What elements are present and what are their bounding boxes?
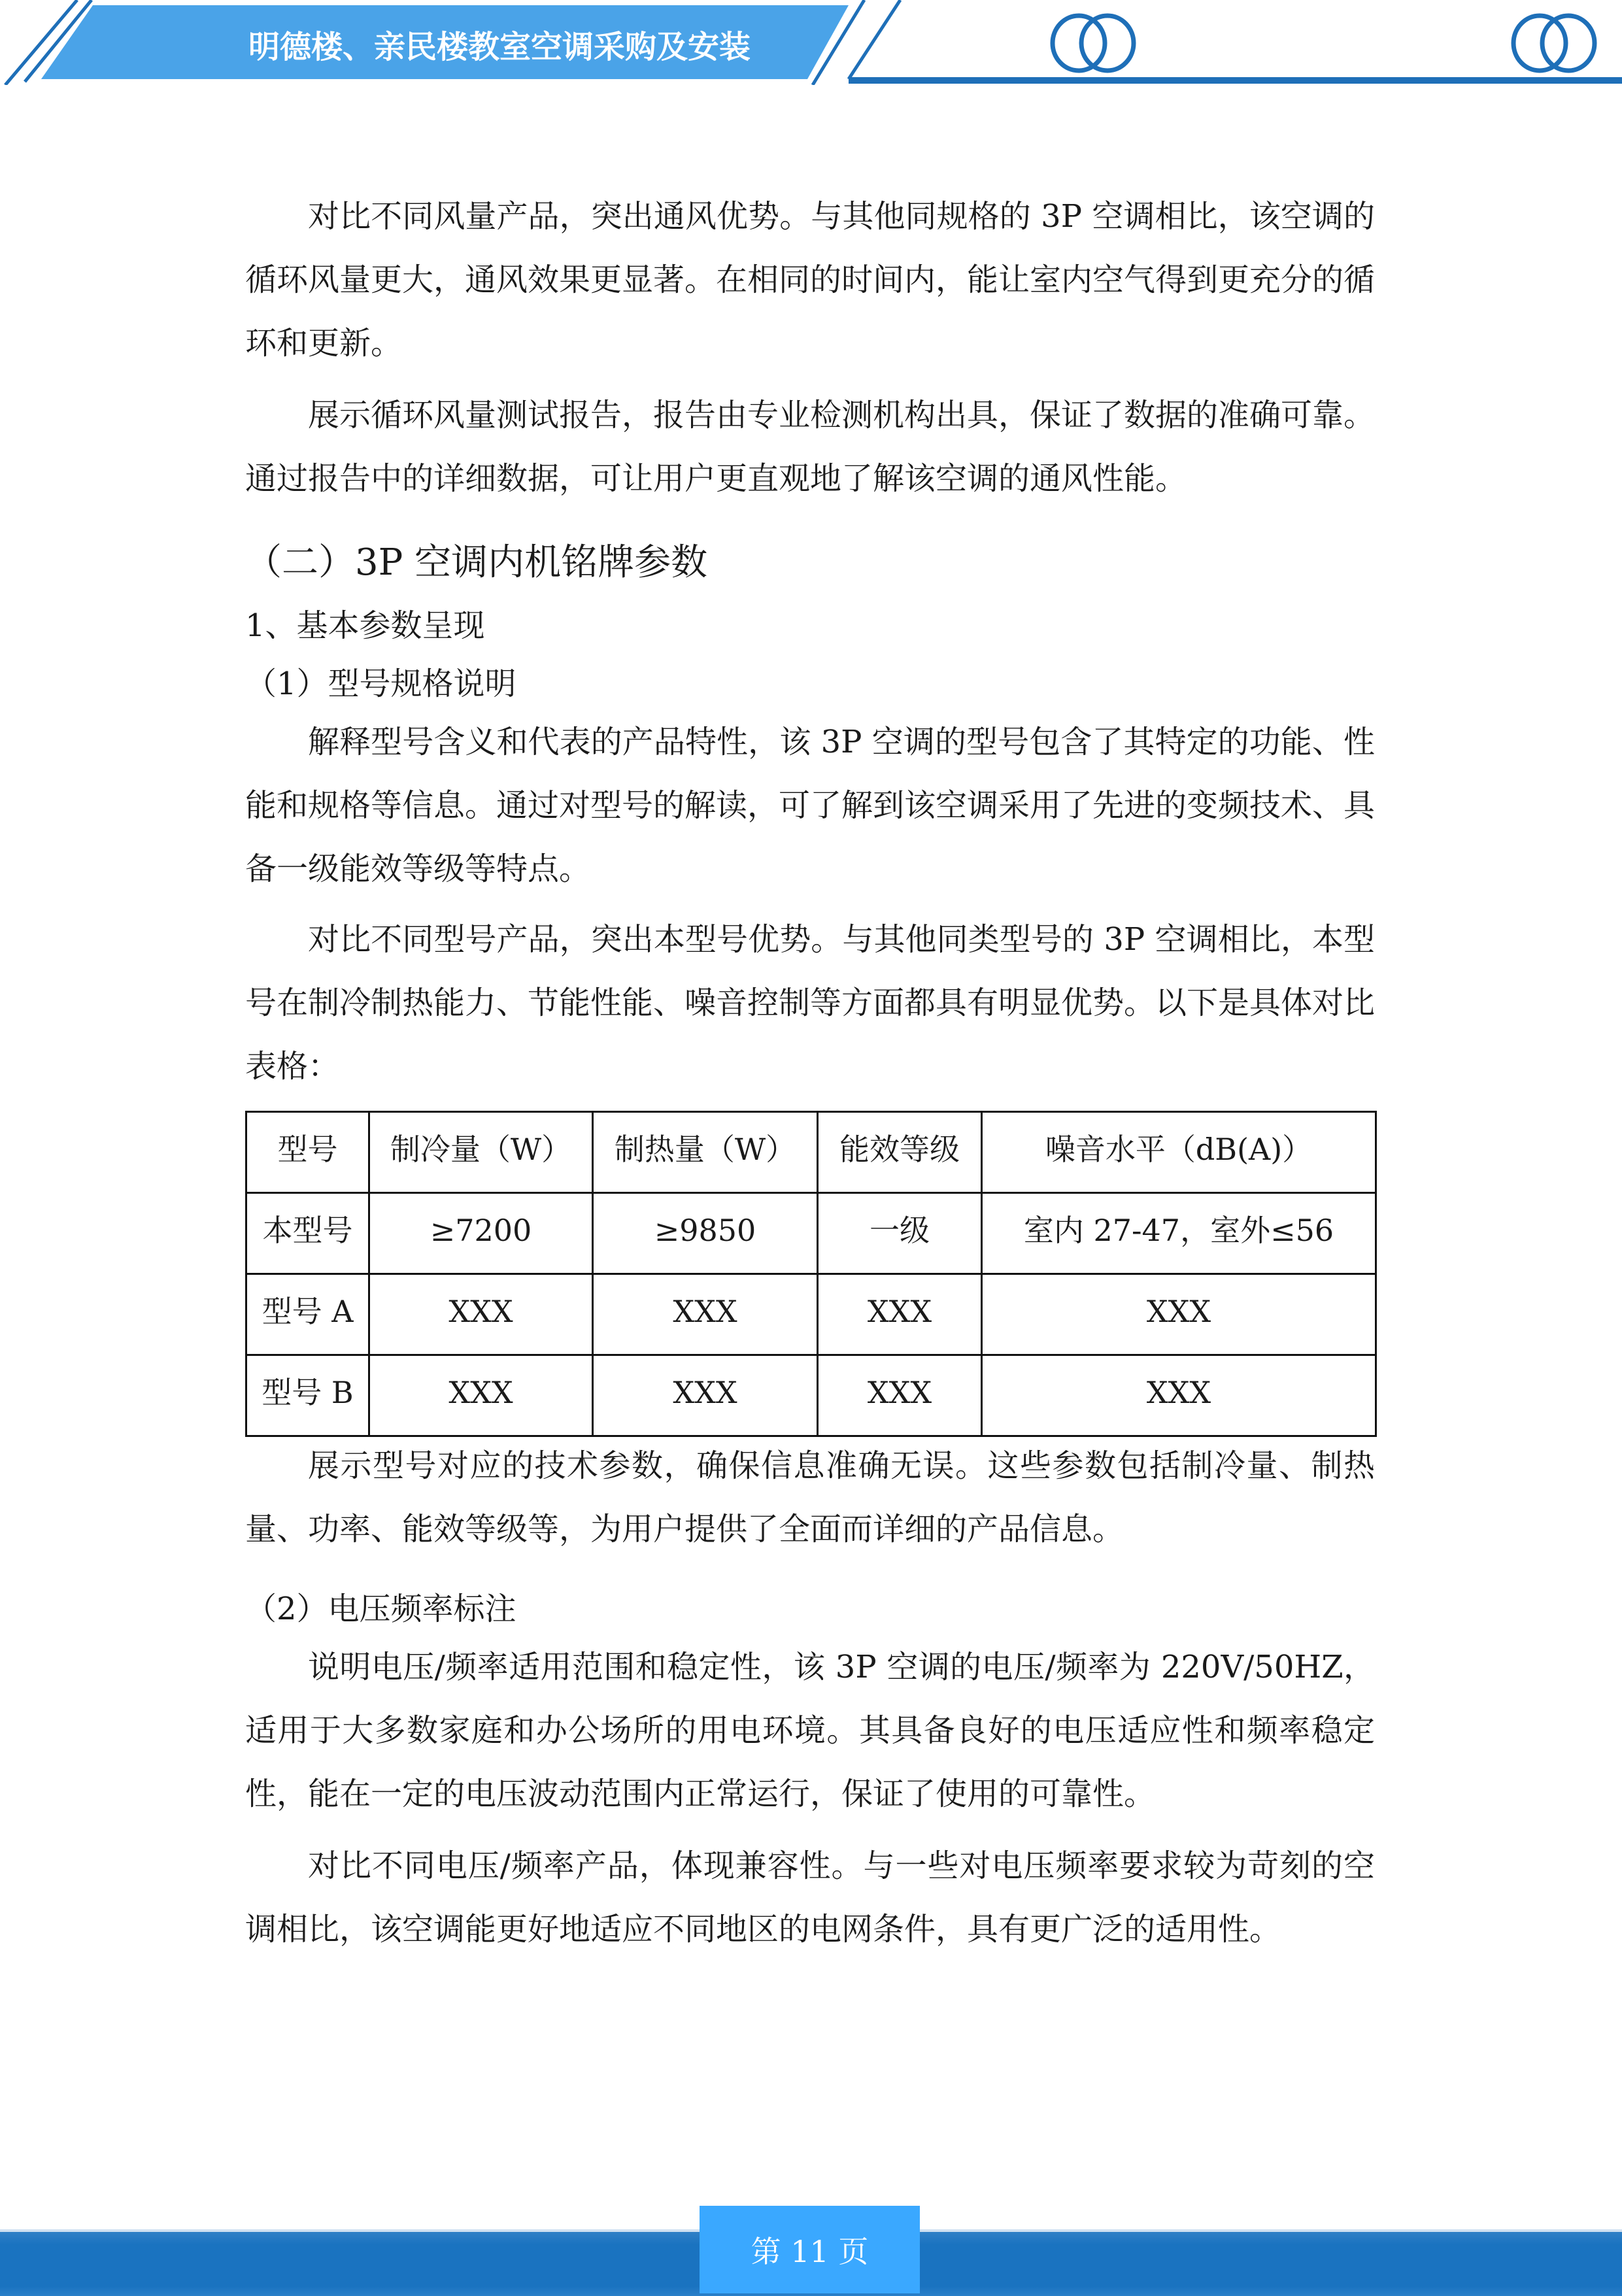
paragraph: 对比不同电压/频率产品，体现兼容性。与一些对电压频率要求较为苛刻的空调相比，该空调能更好地适应不同地区的电网条件，具有更广泛的适用性。 bbox=[245, 1848, 1375, 1948]
table-row bbox=[246, 1355, 1376, 1436]
page-header bbox=[0, 0, 1622, 85]
comparison-table bbox=[245, 1111, 1377, 1437]
cell: XXX bbox=[593, 1355, 818, 1436]
table-row bbox=[246, 1193, 1376, 1274]
paragraph: 对比不同型号产品，突出本型号优势。与其他同类型号的 3P 空调相比，本型号在制冷制热能力、节能性能、噪音控制等方面都具有明显优势。以下是具体对比表格： bbox=[245, 921, 1376, 1085]
paragraph: 说明电压/频率适用范围和稳定性，该 3P 空调的电压/频率为 220V/50HZ，适用于大多数家庭和办公场所的用电环境。其具备良好的电压适应性和频率稳定性，能在一定的电压波动范围内正常运行，保证了使用的可靠性。 bbox=[245, 1649, 1375, 1812]
section-heading: （二）3P 空调内机铭牌参数 bbox=[245, 541, 708, 584]
subheading: （2）电压频率标注 bbox=[245, 1591, 516, 1627]
cell: XXX bbox=[982, 1274, 1376, 1355]
paragraph: 解释型号含义和代表的产品特性，该 3P 空调的型号包含了其特定的功能、性能和规格等信息。通过对型号的解读，可了解到该空调采用了先进的变频技术、具备一级能效等级等特点。 bbox=[245, 724, 1376, 887]
cell: ≥7200 bbox=[369, 1193, 593, 1274]
cell: XXX bbox=[818, 1355, 982, 1436]
cell: 型号 A bbox=[246, 1274, 369, 1355]
header-cell: 能效等级 bbox=[818, 1112, 982, 1193]
double-ring-icon bbox=[1053, 16, 1595, 71]
header-cell: 制冷量（W） bbox=[369, 1112, 593, 1193]
cell: 型号 B bbox=[246, 1355, 369, 1436]
header-cell: 噪音水平（dB(A)） bbox=[982, 1112, 1376, 1193]
table-row bbox=[246, 1274, 1376, 1355]
header-decoration bbox=[0, 0, 1622, 85]
header-cell: 制热量（W） bbox=[593, 1112, 818, 1193]
cell: ≥9850 bbox=[593, 1193, 818, 1274]
cell: 室内 27-47，室外≤56 bbox=[982, 1193, 1376, 1274]
header-title: 明德楼、亲民楼教室空调采购及安装 bbox=[248, 29, 751, 65]
cell: XXX bbox=[982, 1355, 1376, 1436]
cell: 本型号 bbox=[246, 1193, 369, 1274]
cell: XXX bbox=[818, 1274, 982, 1355]
paragraph: 展示循环风量测试报告，报告由专业检测机构出具，保证了数据的准确可靠。通过报告中的详细数据，可让用户更直观地了解该空调的通风性能。 bbox=[245, 397, 1376, 497]
cell: XXX bbox=[369, 1274, 593, 1355]
subheading: 1、基本参数呈现 bbox=[245, 607, 485, 644]
cell: XXX bbox=[369, 1355, 593, 1436]
paragraph: 对比不同风量产品，突出通风优势。与其他同规格的 3P 空调相比，该空调的循环风量更大，通风效果更显著。在相同的时间内，能让室内空气得到更充分的循环和更新。 bbox=[245, 198, 1376, 362]
subheading: （1）型号规格说明 bbox=[245, 666, 516, 702]
cell: XXX bbox=[593, 1274, 818, 1355]
cell: 一级 bbox=[818, 1193, 982, 1274]
paragraph: 展示型号对应的技术参数，确保信息准确无误。这些参数包括制冷量、制热量、功率、能效等级等，为用户提供了全面而详细的产品信息。 bbox=[245, 1447, 1375, 1547]
page-number: 第 11 页 bbox=[751, 2234, 869, 2269]
header-cell: 型号 bbox=[246, 1112, 369, 1193]
page-number-box bbox=[700, 2206, 920, 2293]
table-header-row bbox=[246, 1112, 1376, 1193]
